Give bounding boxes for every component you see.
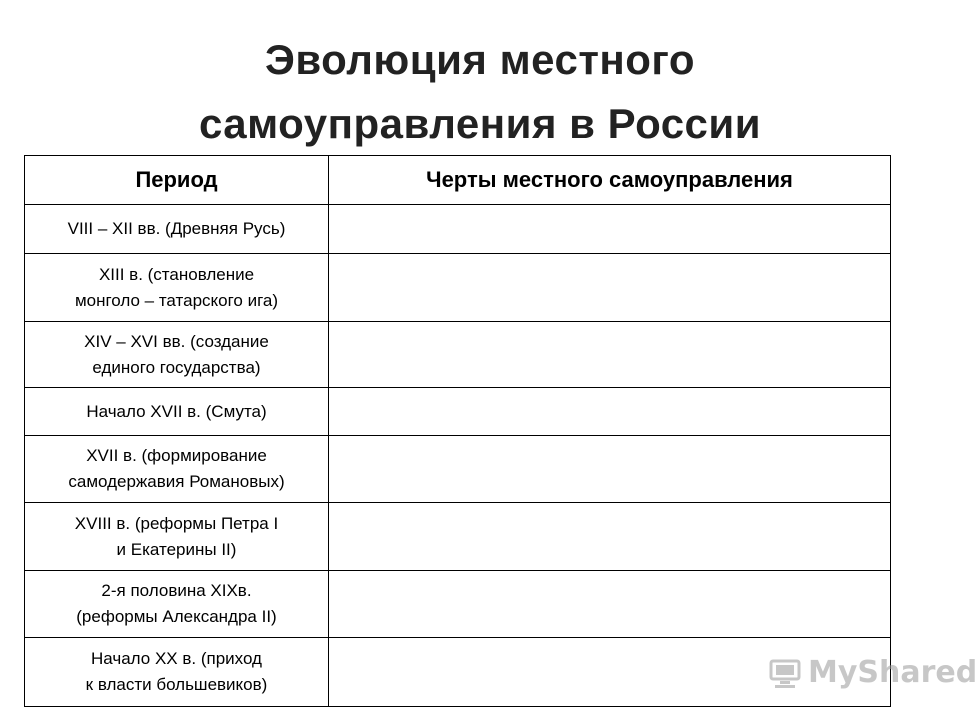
slide-title-line-2: самоуправления в России	[198, 100, 762, 147]
features-cell	[329, 388, 891, 436]
table-row	[25, 388, 891, 436]
period-line-2: самодержавия Романовых)	[68, 472, 285, 491]
table-row	[25, 571, 891, 638]
computer-icon	[768, 656, 802, 690]
period-cell	[25, 205, 329, 254]
period-line-2: к власти большевиков)	[85, 675, 268, 694]
period-cell	[25, 322, 329, 388]
period-line-1: Начало XX в. (приход	[91, 649, 262, 668]
period-line-1: 2-я половина XIXв.	[101, 581, 252, 600]
period-line-1: XVIII в. (реформы Петра I	[74, 513, 279, 533]
table-row	[25, 205, 891, 254]
period-cell	[25, 254, 329, 322]
features-cell	[329, 205, 891, 254]
period-line-2: (реформы Александра II)	[76, 607, 277, 626]
header-features: Черты местного самоуправления	[329, 156, 891, 205]
watermark	[768, 655, 977, 690]
table-row	[25, 254, 891, 322]
features-cell	[329, 322, 891, 388]
table-header-row	[25, 156, 891, 205]
watermark-text: MyShared	[808, 655, 977, 690]
features-cell	[329, 503, 891, 571]
period-line-2: и Екатерины II)	[116, 539, 237, 559]
features-cell	[329, 436, 891, 503]
period-cell	[25, 503, 329, 571]
table-row	[25, 322, 891, 388]
period-cell	[25, 436, 329, 503]
period-line-1: Начало XVII в. (Смута)	[86, 401, 267, 421]
period-line-1: VIII – XII вв. (Древняя Русь)	[67, 219, 286, 238]
period-line-2: единого государства)	[92, 357, 261, 377]
features-cell	[329, 254, 891, 322]
period-line-1: XIV – XVI вв. (создание	[84, 331, 269, 351]
slide-title-line-1: Эволюция местного	[264, 36, 696, 83]
table-row	[25, 638, 891, 707]
header-period: Период	[25, 156, 329, 205]
slide-title	[0, 28, 960, 156]
period-cell	[25, 638, 329, 707]
period-cell	[25, 388, 329, 436]
table-row	[25, 503, 891, 571]
features-cell	[329, 571, 891, 638]
period-line-1: XIII в. (становление	[98, 264, 255, 284]
evolution-table	[24, 155, 891, 707]
period-line-2: монголо – татарского ига)	[74, 290, 279, 310]
table-row	[25, 436, 891, 503]
period-line-1: XVII в. (формирование	[86, 446, 267, 465]
period-cell	[25, 571, 329, 638]
